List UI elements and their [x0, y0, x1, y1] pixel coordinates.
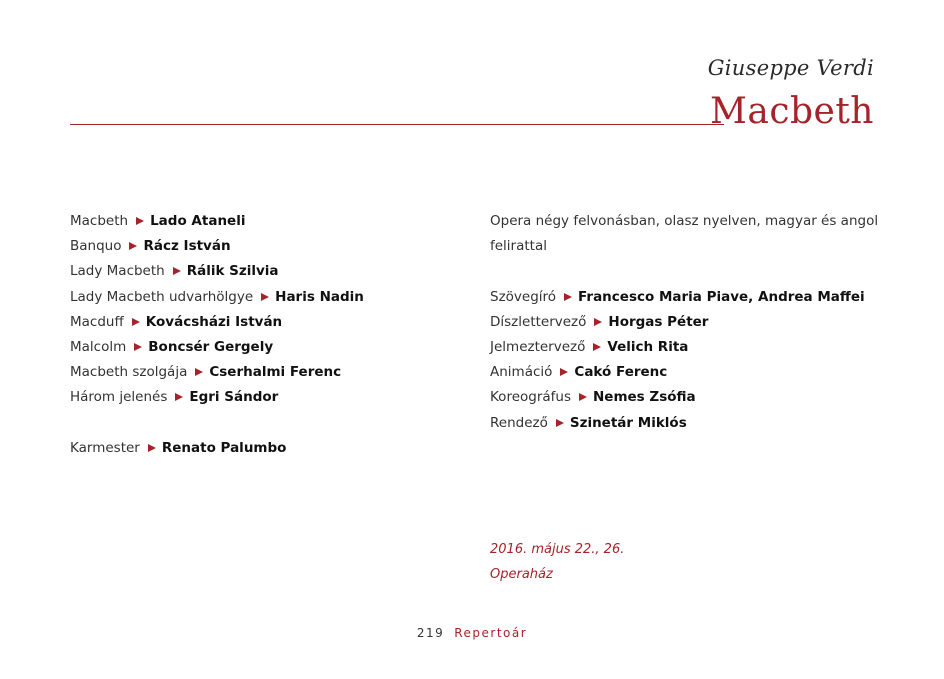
- creator-row: [490, 360, 880, 385]
- page-title: Macbeth: [710, 91, 874, 132]
- role-label: Animáció: [490, 364, 553, 381]
- role-label: Rendező: [490, 414, 548, 431]
- role-label: Macbeth szolgája: [70, 364, 188, 381]
- arrow-icon: [136, 217, 144, 225]
- arrow-icon: [134, 343, 142, 351]
- arrow-icon: [560, 368, 568, 376]
- section-name: Repertoár: [454, 626, 528, 640]
- performance-venue: Operaház: [490, 567, 553, 583]
- person-name: Renato Palumbo: [161, 439, 287, 456]
- opera-description: Opera négy felvonásban, olasz nyelven, magyar és angol felirattal: [490, 213, 879, 255]
- title-rule: [70, 124, 724, 125]
- page-footer: [0, 626, 944, 640]
- person-name: Kovácsházi István: [145, 313, 283, 330]
- person-name: Nemes Zsófia: [593, 389, 696, 406]
- cast-column: [70, 209, 470, 461]
- person-name: Cserhalmi Ferenc: [209, 364, 342, 381]
- arrow-icon: [195, 368, 203, 376]
- performance-dates: 2016. május 22., 26.: [490, 542, 625, 557]
- person-name: Egri Sándor: [189, 389, 279, 406]
- role-label: Három jelenés: [70, 389, 168, 406]
- arrow-icon: [129, 242, 137, 250]
- spacer: [70, 411, 470, 436]
- arrow-icon: [564, 293, 572, 301]
- arrow-icon: [593, 343, 601, 351]
- role-label: Lady Macbeth: [70, 263, 165, 280]
- person-name: Francesco Maria Piave, Andrea Maffei: [578, 288, 865, 305]
- role-label: Macduff: [70, 313, 124, 330]
- arrow-icon: [579, 393, 587, 401]
- cast-row: [70, 310, 470, 335]
- person-name: Rácz István: [143, 238, 231, 255]
- person-name: Rálik Szilvia: [186, 263, 279, 280]
- spacer: [490, 259, 880, 284]
- creator-row: [490, 385, 880, 410]
- person-name: Szinetár Miklós: [569, 414, 687, 431]
- cast-row: [70, 209, 470, 234]
- role-label: Jelmeztervező: [490, 338, 586, 355]
- performance-info: [490, 537, 624, 587]
- arrow-icon: [261, 293, 269, 301]
- title-row: [70, 88, 874, 136]
- cast-row: [70, 360, 470, 385]
- arrow-icon: [556, 419, 564, 427]
- role-label: Macbeth: [70, 213, 129, 229]
- creator-row: [490, 285, 880, 310]
- cast-row: [70, 234, 470, 259]
- creator-row: [490, 310, 880, 335]
- cast-row: [70, 335, 470, 360]
- creator-row: [490, 335, 880, 360]
- role-label: Lady Macbeth udvarhölgye: [70, 288, 254, 305]
- conductor-row: [70, 436, 470, 461]
- cast-row: [70, 385, 470, 410]
- person-name: Horgas Péter: [608, 313, 709, 330]
- person-name: Lado Ataneli: [150, 213, 246, 229]
- person-name: Haris Nadin: [275, 288, 364, 305]
- role-label: Banquo: [70, 238, 122, 255]
- cast-row: [70, 259, 470, 284]
- cast-row: [70, 285, 470, 310]
- arrow-icon: [148, 444, 156, 452]
- role-label: Szövegíró: [490, 288, 557, 305]
- page-number: 219: [416, 626, 445, 640]
- role-label: Díszlettervező: [490, 313, 587, 330]
- creator-row: [490, 411, 880, 436]
- composer-name: Giuseppe Verdi: [707, 56, 874, 80]
- role-label: Malcolm: [70, 338, 127, 355]
- arrow-icon: [132, 318, 140, 326]
- credits-column: [490, 209, 880, 436]
- role-label: Koreográfus: [490, 389, 571, 406]
- person-name: Boncsér Gergely: [148, 338, 274, 355]
- arrow-icon: [594, 318, 602, 326]
- role-label: Karmester: [70, 439, 140, 456]
- person-name: Velich Rita: [607, 338, 689, 355]
- arrow-icon: [175, 393, 183, 401]
- arrow-icon: [173, 267, 181, 275]
- person-name: Cakó Ferenc: [574, 364, 668, 381]
